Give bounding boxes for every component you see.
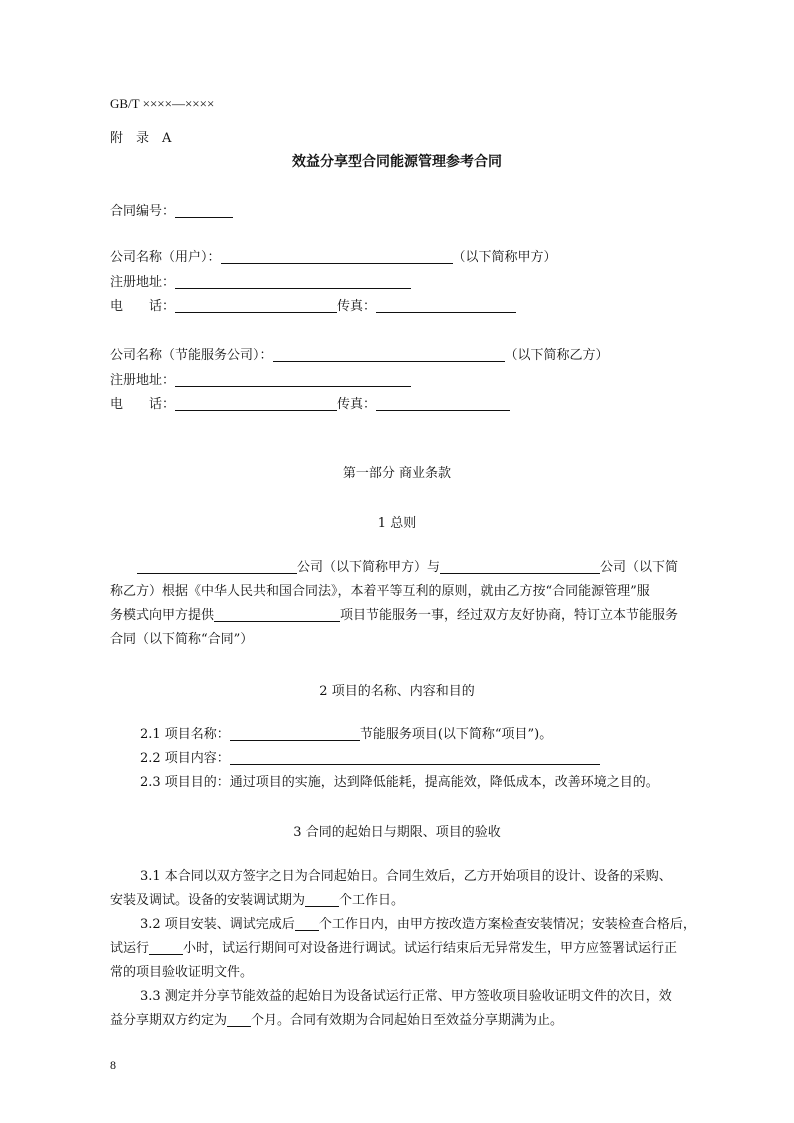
- party-b-name-row: [110, 344, 609, 363]
- party-b-address-field[interactable]: [175, 372, 411, 387]
- sharing-months-field[interactable]: [227, 1012, 251, 1027]
- party-b-fax-label: 传真：: [337, 397, 377, 412]
- party-a-blank[interactable]: [137, 559, 297, 574]
- section3-p3-line1: 3.3 测定并分享节能效益的起始日为设备试运行正常、甲方签收项目验收证明文件的次日，效: [140, 989, 672, 1004]
- party-a-contact-row: [110, 295, 516, 314]
- section1-title: 1 总则: [377, 516, 417, 531]
- project-content-field[interactable]: [230, 750, 600, 765]
- section1-line1: [110, 556, 695, 580]
- install-days-field[interactable]: [305, 892, 339, 907]
- section3-paragraphs: [110, 865, 695, 1033]
- section3-p2-line3: 常的项目验收证明文件。: [110, 965, 254, 980]
- appendix-label: 附 录 A: [110, 131, 172, 146]
- party-a-name-suffix: （以下简称甲方）: [452, 250, 557, 265]
- section1-paragraph: [110, 556, 695, 652]
- document-title: 效益分享型合同能源管理参考合同: [292, 154, 502, 170]
- section3-p3-line2-text-a: 益分享期双方约定为: [110, 1013, 228, 1028]
- inspection-days-field[interactable]: [295, 916, 319, 931]
- party-a-address-row: [110, 271, 411, 290]
- section1-line4: 合同（以下简称“合同”）: [110, 632, 254, 647]
- standard-code: GB/T ××××—××××: [110, 96, 215, 111]
- contract-number-field[interactable]: [175, 203, 233, 218]
- part1-title: 第一部分 商业条款: [342, 466, 452, 481]
- party-b-address-label: 注册地址：: [110, 373, 176, 388]
- section1-line3: [110, 604, 695, 628]
- party-a-phone-label: 电 话：: [110, 299, 176, 314]
- section1-line3-text-a: 务模式向甲方提供: [110, 608, 215, 623]
- section1-line1-text-b: 公司（以下简: [600, 560, 679, 575]
- project-blank[interactable]: [214, 607, 340, 622]
- section3-p2-line2-text-b: 小时，试运行期间可对设备进行调试。试运行结束后无异常发生，甲方应签署试运行正: [183, 941, 678, 956]
- section3-p2-line1-text-a: 3.2 项目安装、调试完成后: [140, 917, 295, 932]
- party-b-name-suffix: （以下简称乙方）: [504, 348, 609, 363]
- party-b-phone-field[interactable]: [175, 396, 337, 411]
- section3-p2-line1: [110, 913, 695, 937]
- party-b-address-row: [110, 369, 411, 388]
- party-a-fax-label: 传真：: [337, 299, 377, 314]
- party-b-phone-label: 电 话：: [110, 397, 176, 412]
- party-b-name-field[interactable]: [273, 347, 505, 362]
- page-number: 8: [110, 1058, 116, 1072]
- section3-p1-line2-text-b: 个工作日。: [339, 893, 405, 908]
- section1-line3-text-b: 项目节能服务一事，经过双方友好协商，特订立本节能服务: [340, 608, 679, 623]
- contract-number-row: [110, 200, 233, 219]
- party-a-phone-field[interactable]: [175, 298, 337, 313]
- party-a-name-row: [110, 246, 557, 265]
- trial-hours-field[interactable]: [149, 940, 183, 955]
- party-a-address-field[interactable]: [175, 274, 411, 289]
- project-name-suffix: 节能服务项目(以下简称“项目”)。: [359, 727, 553, 742]
- party-a-name-field[interactable]: [221, 249, 453, 264]
- section2-item1: [110, 723, 695, 747]
- section2-item2: [110, 747, 695, 771]
- section3-p1-line2-text-a: 安装及调试。设备的安装调试期为: [110, 893, 306, 908]
- section3-p2-line1-text-b: 个工作日内，由甲方按改造方案检查安装情况；安装检查合格后，: [318, 917, 696, 932]
- section2-item3: 2.3 项目目的：通过项目的实施，达到降低能耗，提高能效，降低成本，改善环境之目的。: [140, 775, 659, 790]
- section1-line2: 称乙方）根据《中华人民共和国合同法》，本着平等互利的原则，就由乙方按“合同能源管理”服: [110, 584, 650, 599]
- section3-p3-line2: [110, 1009, 695, 1033]
- section3-p2-line2: [110, 937, 695, 961]
- section3-title: 3 合同的起始日与期限、项目的验收: [293, 825, 501, 840]
- party-b-name-label: 公司名称（节能服务公司）：: [110, 348, 273, 363]
- party-b-fax-field[interactable]: [376, 396, 510, 411]
- project-content-label: 2.2 项目内容：: [140, 751, 230, 766]
- section3-p1-line2: [110, 889, 695, 913]
- section3-p3-line2-text-b: 个月。合同有效期为合同起始日至效益分享期满为止。: [251, 1013, 564, 1028]
- section3-p1-line1: 3.1 本合同以双方签字之日为合同起始日。合同生效后，乙方开始项目的设计、设备的采购、: [140, 869, 672, 884]
- party-b-contact-row: [110, 393, 510, 412]
- project-name-label: 2.1 项目名称：: [140, 727, 230, 742]
- party-a-address-label: 注册地址：: [110, 275, 176, 290]
- contract-number-label: 合同编号：: [110, 204, 176, 219]
- section2-items: [110, 723, 695, 795]
- party-b-blank[interactable]: [440, 559, 600, 574]
- section1-line1-text-a: 公司（以下简称甲方）与: [297, 560, 441, 575]
- party-a-name-label: 公司名称（用户）：: [110, 250, 221, 265]
- party-a-fax-field[interactable]: [376, 298, 516, 313]
- project-name-field[interactable]: [230, 726, 360, 741]
- section3-p2-line2-text-a: 试运行: [110, 941, 150, 956]
- section2-title: 2 项目的名称、内容和目的: [319, 684, 475, 699]
